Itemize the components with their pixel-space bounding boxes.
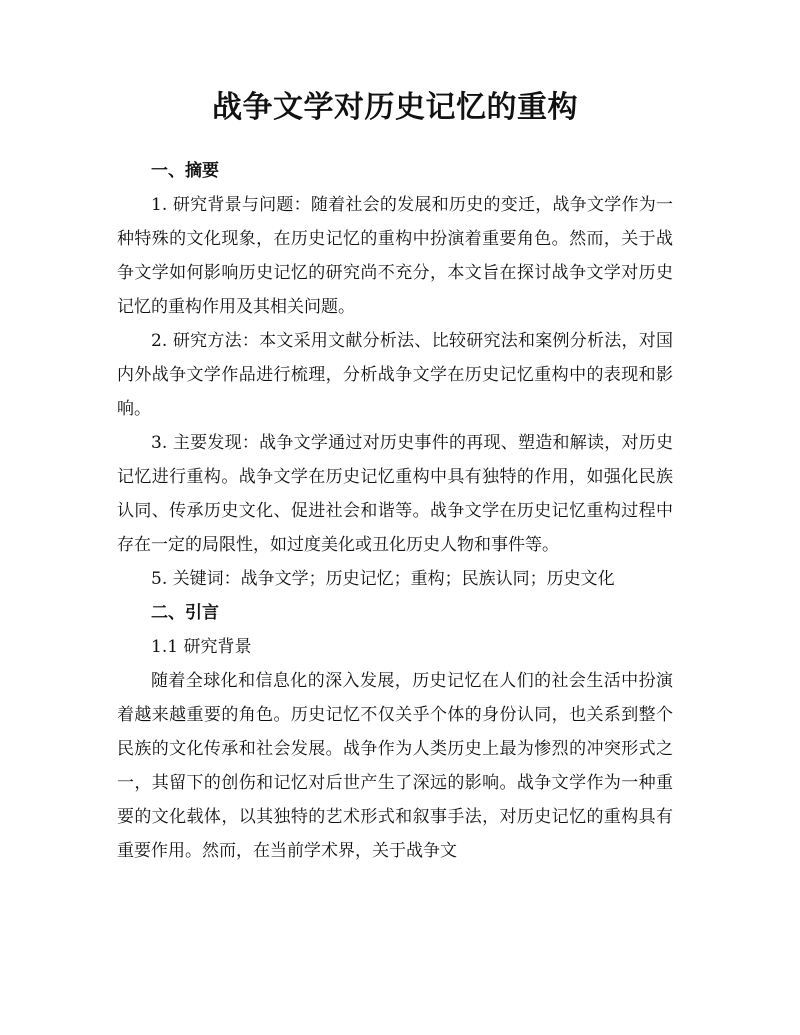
abstract-item-background: 1. 研究背景与问题：随着社会的发展和历史的变迁，战争文学作为一种特殊的文化现象，在历史记忆的重构中扮演着重要角色。然而，关于战争文学如何影响历史记忆的研究尚不充分，本文旨在探讨战争文学对历史记忆的重构作用及其相关问题。 <box>117 195 673 317</box>
document-page <box>117 86 673 868</box>
intro-paragraph: 随着全球化和信息化的深入发展，历史记忆在人们的社会生活中扮演着越来越重要的角色。历史记忆不仅关乎个体的身份认同，也关系到整个民族的文化传承和社会发展。战争作为人类历史上最为惨烈的冲突形式之一，其留下的创伤和记忆对后世产生了深远的影响。战争文学作为一种重要的文化载体，以其独特的艺术形式和叙事手法，对历史记忆的重构具有重要作用。然而，在当前学术界，关于战争文 <box>117 671 673 861</box>
abstract-item-keywords: 5. 关键词：战争文学；历史记忆；重构；民族认同；历史文化 <box>151 569 615 589</box>
document-title: 战争文学对历史记忆的重构 <box>212 90 578 125</box>
intro-heading: 二、引言 <box>151 603 219 623</box>
abstract-heading: 一、摘要 <box>151 161 219 181</box>
intro-subheading: 1.1 研究背景 <box>151 637 252 657</box>
abstract-item-findings: 3. 主要发现：战争文学通过对历史事件的再现、塑造和解读，对历史记忆进行重构。战争文学在历史记忆重构中具有独特的作用，如强化民族认同、传承历史文化、促进社会和谐等。战争文学在历史记忆重构过程中存在一定的局限性，如过度美化或丑化历史人物和事件等。 <box>117 433 673 555</box>
abstract-item-methods: 2. 研究方法：本文采用文献分析法、比较研究法和案例分析法，对国内外战争文学作品进行梳理，分析战争文学在历史记忆重构中的表现和影响。 <box>117 331 673 419</box>
